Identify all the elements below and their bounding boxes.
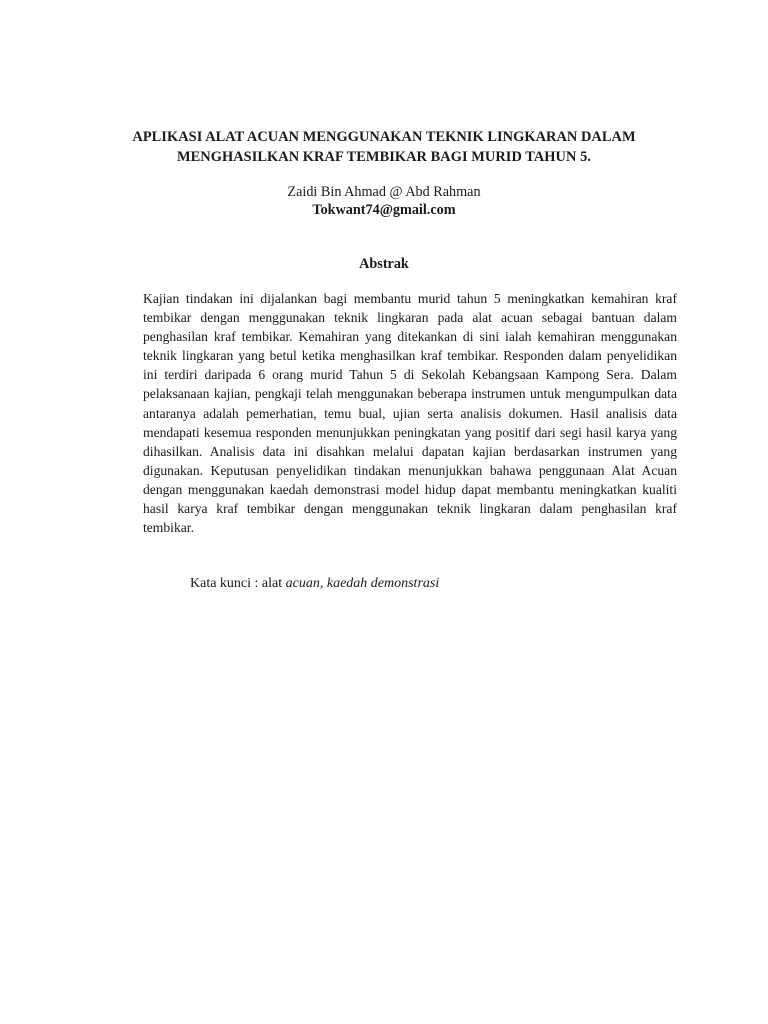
- keywords-label: Kata kunci : alat: [190, 576, 286, 591]
- keywords-line: [190, 574, 670, 593]
- abstract-body: Kajian tindakan ini dijalankan bagi membantu murid tahun 5 meningkatkan kemahiran kraf tembikar dengan menggunakan teknik lingkaran pada alat acuan sebagai bantuan dalam penghasilan kraf tembikar. Kemahiran yang ditekankan di sini ialah kemahiran menggunakan teknik lingkaran yang betul ketika menghasilkan kraf tembikar. Responden dalam penyelidikan ini terdiri daripada 6 orang murid Tahun 5 di Sekolah Kebangsaan Kampong Sera. Dalam pelaksanaan kajian, pengkaji telah menggunakan beberapa instrumen untuk mengumpulkan data antaranya adalah pemerhatian, temu bual, ujian serta analisis dokumen. Hasil analisis data mendapati kesemua responden menunjukkan peningkatan yang positif dari segi hasil karya yang dihasilkan. Analisis data ini disahkan melalui dapatan kajian berdasarkan instrumen yang digunakan. Keputusan penyelidikan tindakan menunjukkan bahawa penggunaan Alat Acuan dengan menggunakan kaedah demonstrasi model hidup dapat membantu meningkatkan kualiti hasil karya kraf tembikar dengan menggunakan teknik lingkaran dalam penghasilan kraf tembikar.: [143, 291, 677, 536]
- author-name: Zaidi Bin Ahmad @ Abd Rahman: [287, 184, 481, 200]
- abstract-heading: Abstrak: [359, 256, 409, 272]
- author-email: Tokwant74@gmail.com: [312, 202, 456, 218]
- paper-title: APLIKASI ALAT ACUAN MENGGUNAKAN TEKNIK LINGKARAN DALAM MENGHASILKAN KRAF TEMBIKAR BAGI MURID TAHUN 5.: [132, 129, 636, 165]
- keywords-terms: acuan, kaedah demonstrasi: [285, 576, 440, 591]
